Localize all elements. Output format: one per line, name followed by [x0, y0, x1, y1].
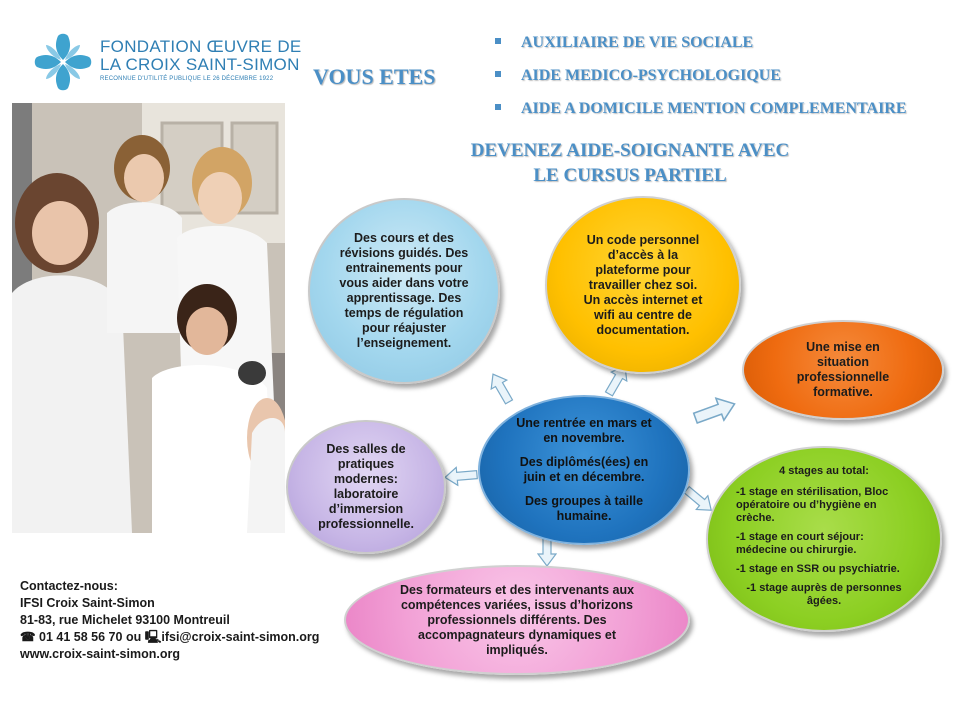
- logo-title-line1: FONDATION ŒUVRE DE: [100, 37, 302, 56]
- students-photo: [12, 103, 285, 533]
- profile-item: AIDE MEDICO-PSYCHOLOGIQUE: [495, 63, 907, 96]
- logo-title-line2: LA CROIX SAINT-SIMON: [100, 55, 300, 74]
- main-heading: DEVENEZ AIDE-SOIGNANTE AVEC LE CURSUS PARTIEL: [470, 140, 790, 186]
- bubble-center: Une rentrée en mars et en novembre. Des diplômés(ées) en juin et en décembre. Des groupes à taille humaine.: [478, 395, 690, 545]
- profile-item: AIDE A DOMICILE MENTION COMPLEMENTAIRE: [495, 96, 907, 129]
- contact-phone[interactable]: 01 41 58 56 70: [35, 630, 123, 644]
- contact-website[interactable]: www.croix-saint-simon.org: [20, 647, 180, 661]
- bubble-cours: Des cours et des révisions guidés. Des entrainements pour vous aider dans votre apprentissage. Des temps de régulation pour réajuster l’enseignement.: [308, 198, 500, 384]
- vous-etes-label: VOUS ETES: [313, 64, 436, 89]
- profiles-list: [495, 30, 907, 129]
- profile-item: AUXILIAIRE DE VIE SOCIALE: [495, 30, 907, 63]
- square-bullet-icon: [495, 104, 501, 110]
- arrow-icon: [687, 390, 743, 432]
- contact-org: IFSI Croix Saint-Simon: [20, 596, 155, 610]
- bubble-stages: 4 stages au total: -1 stage en stérilisation, Bloc opératoire ou d’hygiène en crèche. -1 stage en court séjour: médecine ou chirurgie. -1 stage en SSR ou psychiatrie. -1 stage auprès de personnes âgées.: [706, 446, 942, 632]
- bubble-formateurs: Des formateurs et des intervenants aux compétences variées, issus d’horizons professionnels différents. Des accompagnateurs dynamiques et impliqués.: [344, 565, 690, 675]
- cross-logo-icon: [34, 33, 92, 91]
- arrow-icon: [443, 465, 479, 488]
- square-bullet-icon: [495, 71, 501, 77]
- bubble-code-personnel: Un code personnel d’accès à la plateforme pour travailler chez soi. Un accès internet et wifi au centre de documentation.: [545, 196, 741, 374]
- contact-heading: Contactez-nous:: [20, 579, 118, 593]
- bubble-salles: Des salles de pratiques modernes: laboratoire d’immersion professionnelle.: [286, 420, 446, 554]
- contact-phone-email: ☎ 01 41 58 56 70 ou 🖳ifsi@croix-saint-simon.org: [20, 630, 320, 644]
- computer-icon: 🖳: [144, 630, 162, 644]
- square-bullet-icon: [495, 38, 501, 44]
- contact-block: [20, 578, 319, 663]
- bubble-mise-en-situation: Une mise en situation professionnelle formative.: [742, 320, 944, 420]
- contact-address: 81-83, rue Michelet 93100 Montreuil: [20, 613, 230, 627]
- logo-subtitle: RECONNUE D'UTILITÉ PUBLIQUE LE 26 DÉCEMBRE 1922: [100, 76, 274, 82]
- phone-icon: ☎: [20, 630, 36, 644]
- arrow-icon: [484, 368, 518, 407]
- contact-email[interactable]: ifsi@croix-saint-simon.org: [161, 630, 320, 644]
